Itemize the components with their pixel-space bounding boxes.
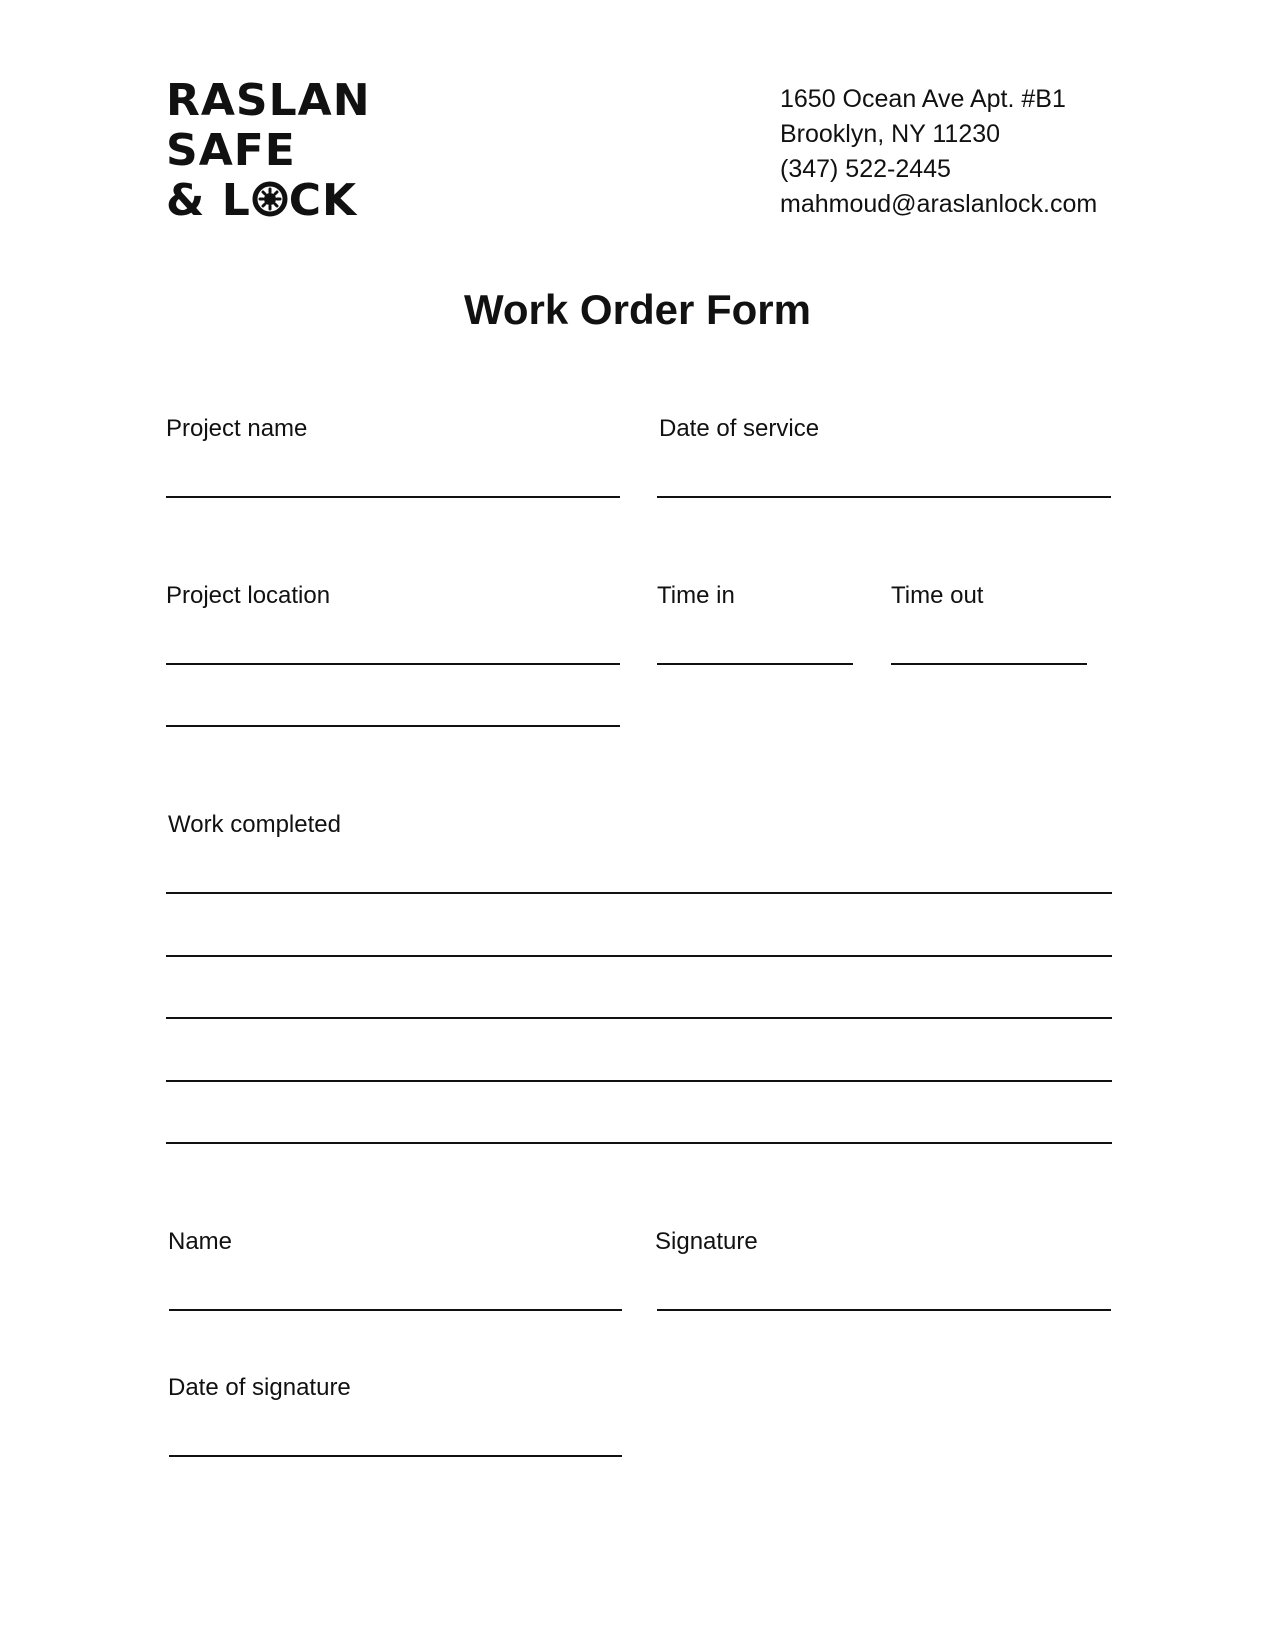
logo-line-3	[166, 176, 371, 226]
date-of-service-label: Date of service	[659, 415, 820, 442]
logo-line-2: SAFE	[166, 125, 296, 176]
time-in-label: Time in	[657, 582, 735, 609]
email-address: mahmoud@araslanlock.com	[780, 190, 1098, 218]
gear-icon	[252, 181, 288, 217]
time-out-field[interactable]	[891, 663, 1087, 665]
work-completed-field-line-4[interactable]	[166, 1080, 1112, 1082]
name-label: Name	[168, 1228, 233, 1255]
work-completed-field-line-5[interactable]	[166, 1142, 1112, 1144]
date-of-service-field[interactable]	[657, 496, 1111, 498]
form-title: Work Order Form	[464, 286, 811, 333]
time-in-field[interactable]	[657, 663, 853, 665]
project-name-field[interactable]	[166, 496, 620, 498]
signature-field[interactable]	[657, 1309, 1111, 1311]
contact-info	[780, 82, 1097, 222]
phone-number: (347) 522-2445	[780, 155, 951, 183]
work-completed-field-line-1[interactable]	[166, 892, 1112, 894]
name-field[interactable]	[169, 1309, 622, 1311]
company-logo	[166, 76, 371, 226]
address-line-1: 1650 Ocean Ave Apt. #B1	[780, 85, 1066, 113]
logo-line-1: RASLAN	[166, 75, 371, 126]
project-location-field-line-1[interactable]	[166, 663, 620, 665]
date-of-signature-field[interactable]	[169, 1455, 622, 1457]
time-out-label: Time out	[891, 582, 984, 609]
logo-line-3-prefix: & L	[166, 175, 251, 226]
work-completed-label: Work completed	[168, 811, 341, 838]
project-name-label: Project name	[166, 415, 308, 442]
signature-label: Signature	[655, 1228, 758, 1255]
date-of-signature-label: Date of signature	[168, 1374, 351, 1401]
work-completed-field-line-2[interactable]	[166, 955, 1112, 957]
address-line-2: Brooklyn, NY 11230	[780, 120, 1001, 148]
work-completed-field-line-3[interactable]	[166, 1017, 1112, 1019]
project-location-field-line-2[interactable]	[166, 725, 620, 727]
logo-line-3-suffix: CK	[288, 175, 358, 226]
project-location-label: Project location	[166, 582, 331, 609]
